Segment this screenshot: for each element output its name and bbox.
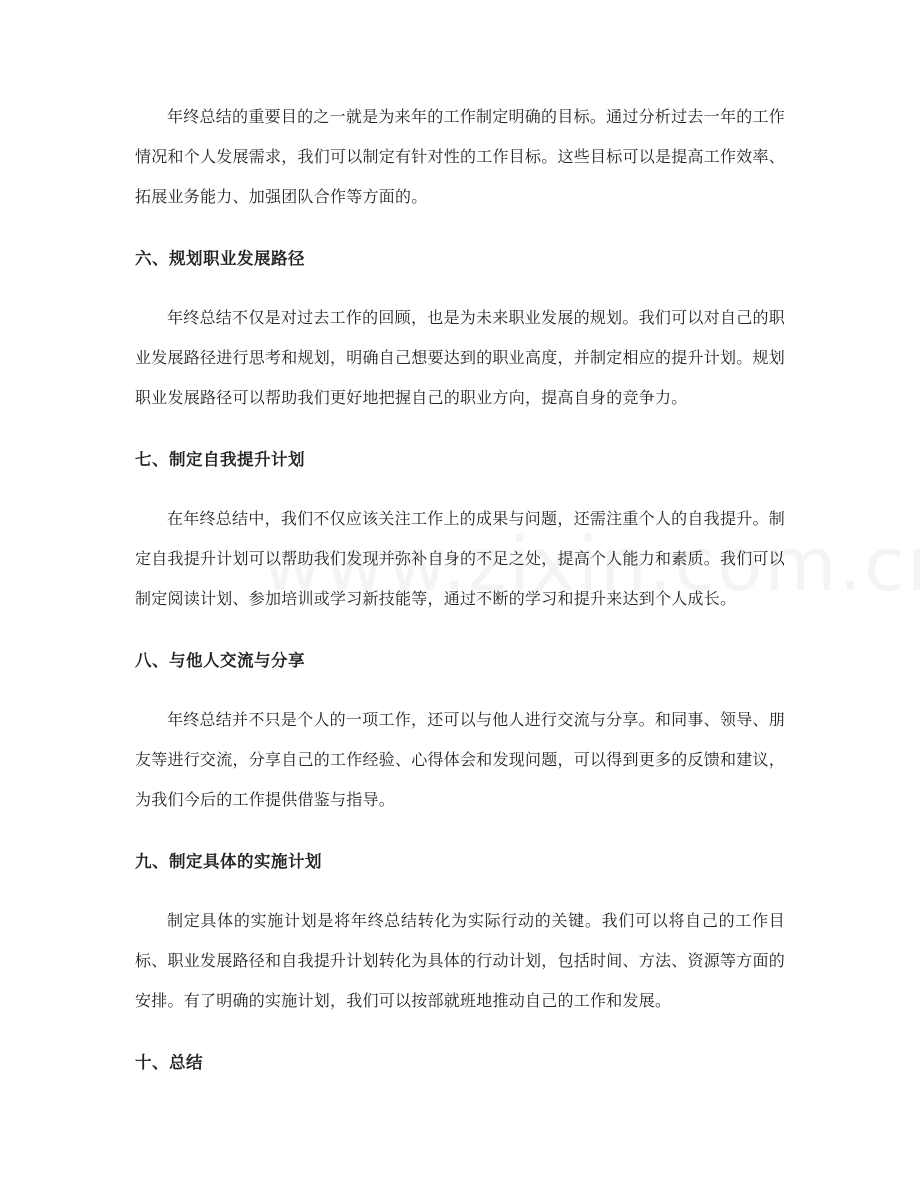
heading-implementation-plan: 九、制定具体的实施计划 [135,852,322,871]
heading-summary: 十、总结 [135,1053,203,1072]
paragraph-self-improvement: 在年终总结中，我们不仅应该关注工作上的成果与问题，还需注重个人的自我提升。制定自我提升计划可以帮助我们发现并弥补自身的不足之处，提高个人能力和素质。我们可以制定阅读计划、参加培训或学习新技能等，通过不断的学习和提升来达到个人成长。 [135,509,786,608]
paragraph-communication: 年终总结并不只是个人的一项工作，还可以与他人进行交流与分享。和同事、领导、朋友等进行交流，分享自己的工作经验、心得体会和发现问题，可以得到更多的反馈和建议，为我们今后的工作提供借鉴与指导。 [135,710,786,809]
paragraph-goals: 年终总结的重要目的之一就是为来年的工作制定明确的目标。通过分析过去一年的工作情况和个人发展需求，我们可以制定有针对性的工作目标。这些目标可以是提高工作效率、拓展业务能力、加强团队合作等方面的。 [135,107,786,206]
paragraph-implementation-plan: 制定具体的实施计划是将年终总结转化为实际行动的关键。我们可以将自己的工作目标、职业发展路径和自我提升计划转化为具体的行动计划，包括时间、方法、资源等方面的安排。有了明确的实施计划，我们可以按部就班地推动自己的工作和发展。 [135,911,786,1010]
document-body [135,97,785,1083]
heading-communication: 八、与他人交流与分享 [135,651,305,670]
heading-self-improvement: 七、制定自我提升计划 [135,450,305,469]
paragraph-career-path: 年终总结不仅是对过去工作的回顾，也是为未来职业发展的规划。我们可以对自己的职业发展路径进行思考和规划，明确自己想要达到的职业高度，并制定相应的提升计划。规划职业发展路径可以帮助我们更好地把握自己的职业方向，提高自身的竞争力。 [135,308,786,407]
heading-career-path: 六、规划职业发展路径 [135,249,305,268]
